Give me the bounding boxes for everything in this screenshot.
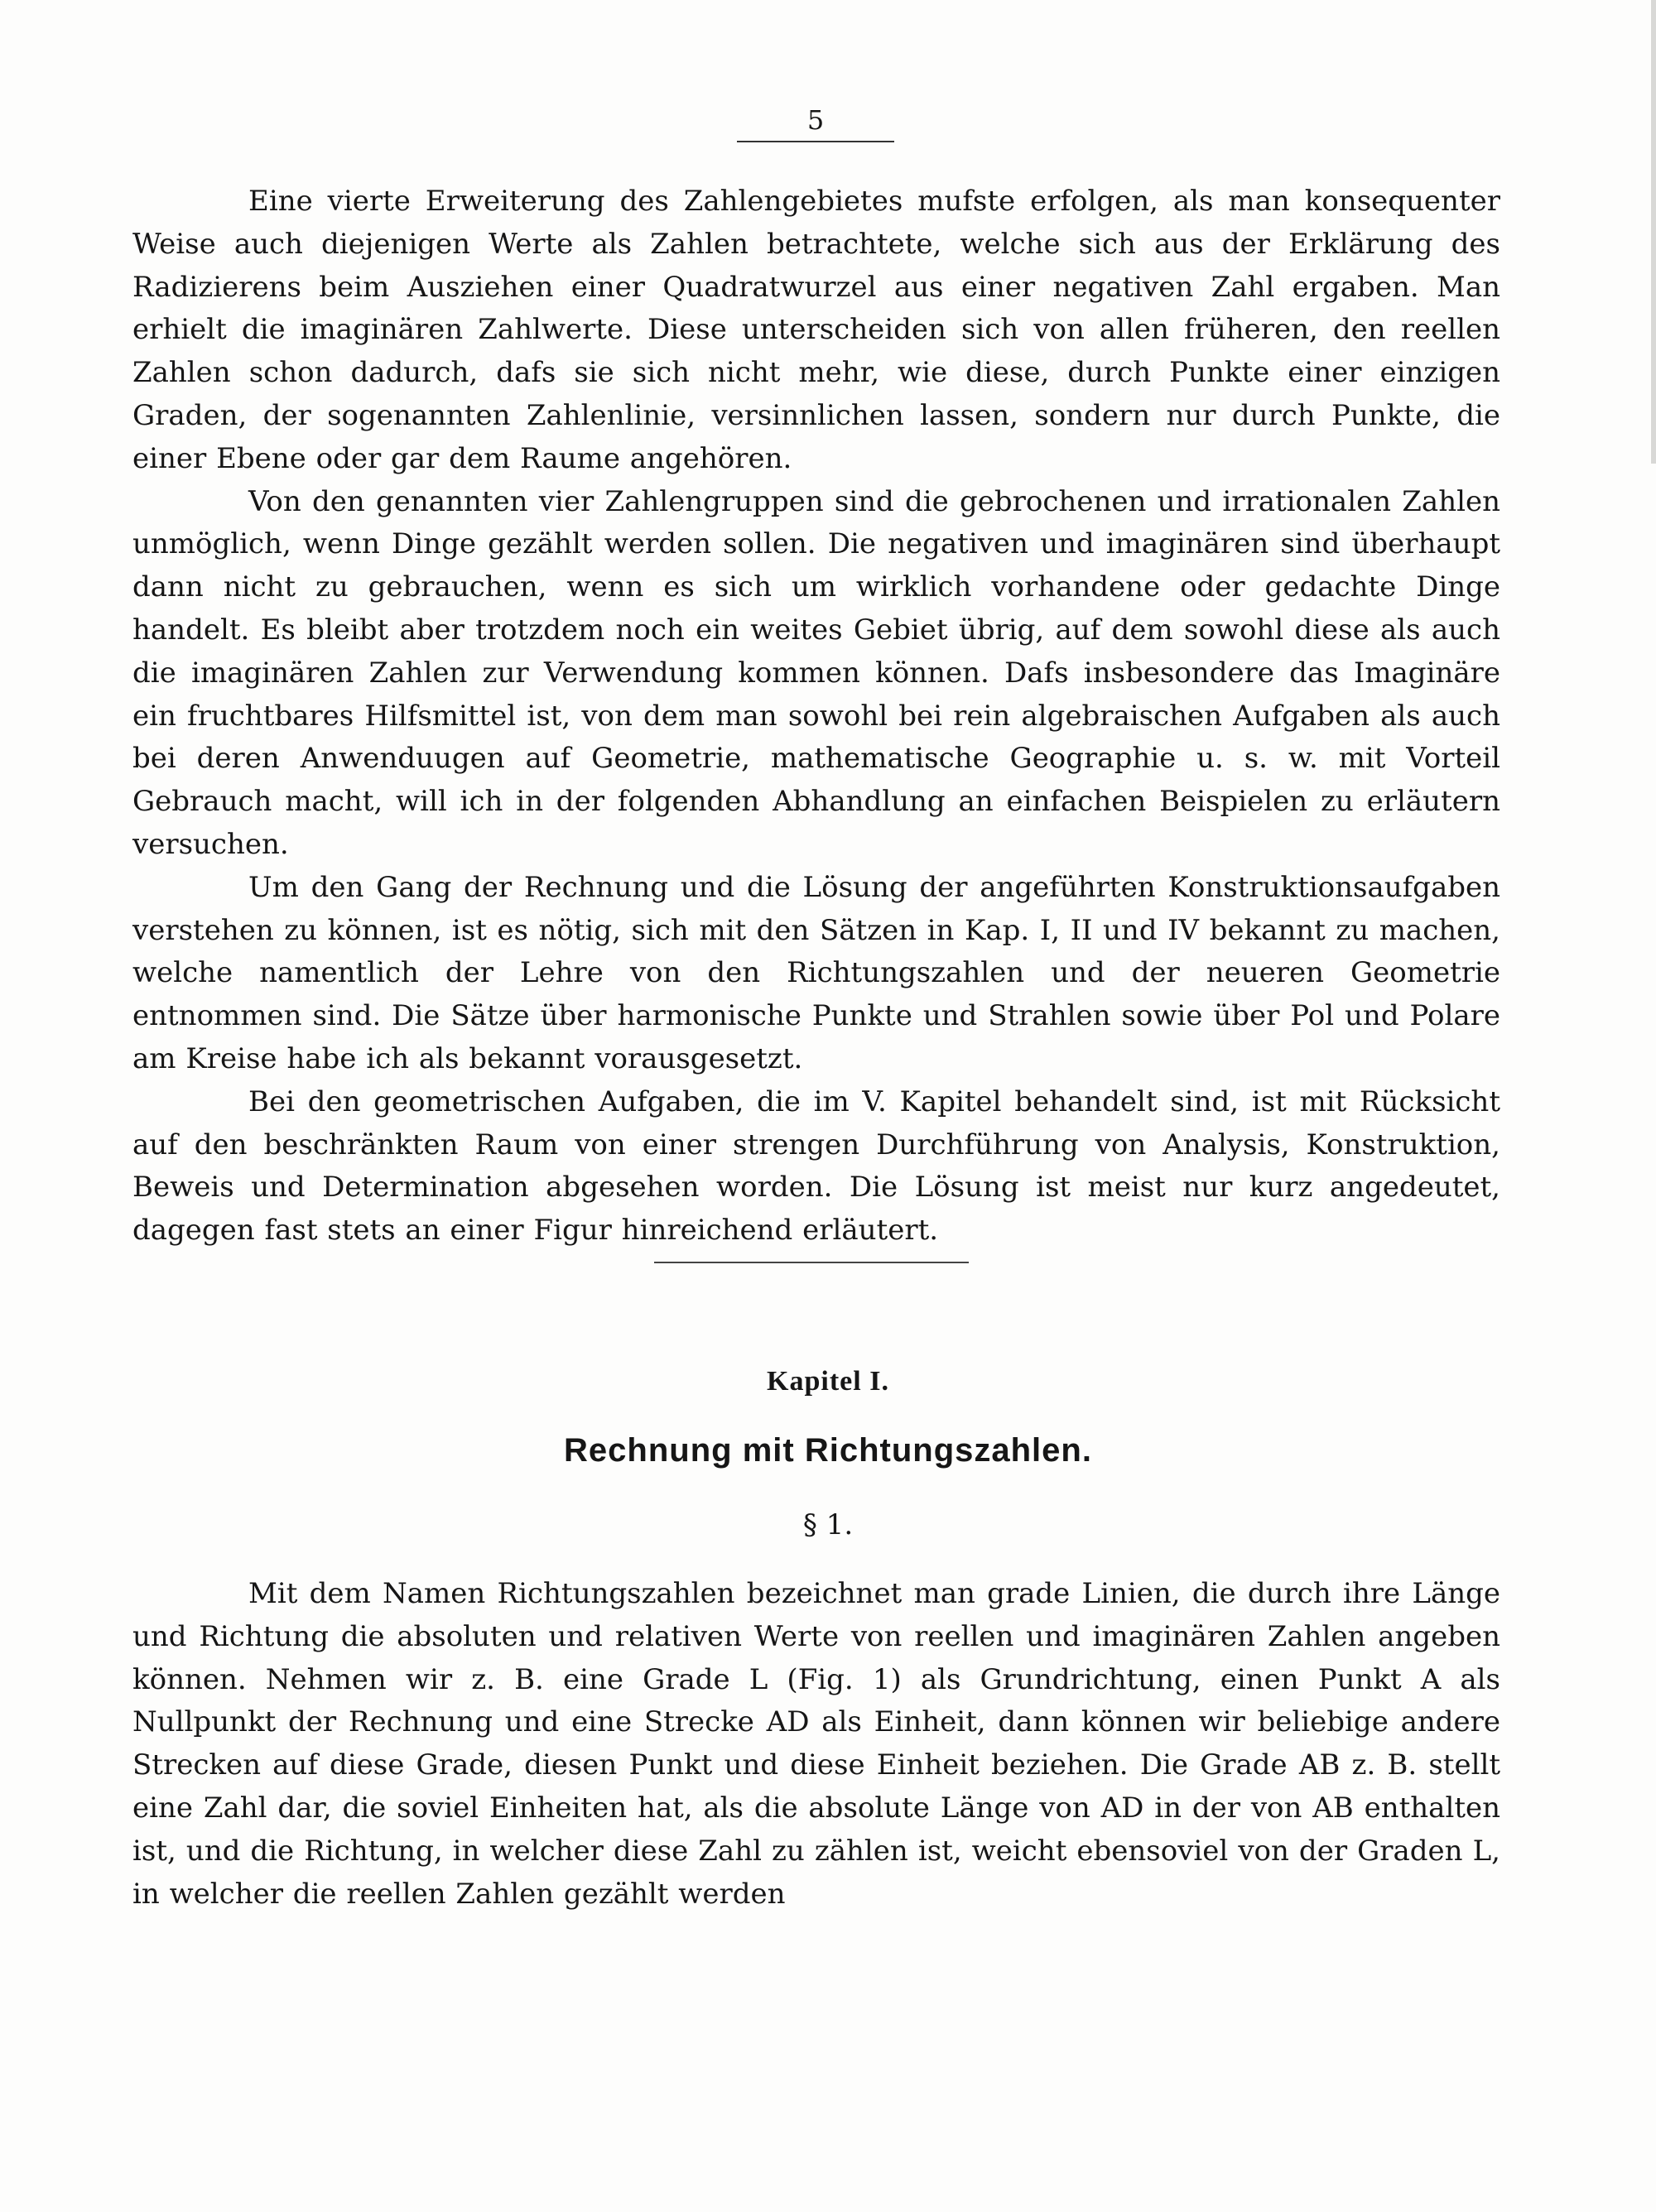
section-divider (654, 1262, 969, 1263)
chapter-text-block (132, 1573, 1500, 1916)
page-number: 5 (806, 104, 825, 136)
intro-text-block (132, 180, 1500, 1253)
paragraph-imaginary-numbers: Eine vierte Erweiterung des Zahlengebietes mufste erfolgen, als man konsequenter Weise auch diejenigen Werte als Zahlen betrachtete, welche sich aus der Erklärung des Radizierens beim Ausziehen einer Quadratwurzel aus einer negativen Zahl ergaben. Man erhielt die imaginären Zahlwerte. Diese unterscheiden sich von allen früheren, den reellen Zahlen schon dadurch, dafs sie sich nicht mehr, wie diese, durch Punkte einer einzigen Graden, der sogenannten Zahlenlinie, versinnlichen lassen, sondern nur durch Punkte, die einer Ebene oder gar dem Raume angehören. (132, 185, 1500, 475)
paragraph-calculation-course: Um den Gang der Rechnung und die Lösung der angeführten Konstruktionsaufgaben verstehen zu können, ist es nötig, sich mit den Sätzen in Kap. I, II und IV bekannt zu machen, welche namentlich der Lehre von den Richtungszahlen und der neueren Geometrie entnommen sind. Die Sätze über harmonische Punkte und Strahlen sowie über Pol und Polare am Kreise habe ich als bekannt vorausgesetzt. (132, 870, 1500, 1075)
page-edge-shadow (1651, 0, 1656, 464)
paragraph-number-groups: Von den genannten vier Zahlengruppen sind die gebrochenen und irrationalen Zahlen unmöglich, wenn Dinge gezählt werden sollen. Die negativen und imaginären sind überhaupt dann nicht zu gebrauchen, wenn es sich um wirklich vorhandene oder gedachte Dinge handelt. Es bleibt aber trotzdem noch ein weites Gebiet übrig, auf dem sowohl diese als auch die imaginären Zahlen zur Verwendung kommen können. Dafs insbesondere das Imaginäre ein fruchtbares Hilfsmittel ist, von dem man sowohl bei rein algebraischen Aufgaben als auch bei deren Anwenduugen auf Geometrie, mathematische Geographie u. s. w. mit Vorteil Gebrauch macht, will ich in der folgenden Abhandlung an einfachen Beispielen zu erläutern versuchen. (132, 484, 1500, 861)
chapter-title: Rechnung mit Richtungszahlen. (564, 1432, 1092, 1469)
paragraph-direction-numbers: Mit dem Namen Richtungszahlen bezeichnet man grade Linien, die durch ihre Länge und Richtung die absoluten und relativen Werte von reellen und imaginären Zahlen angeben können. Nehmen wir z. B. eine Grade L (Fig. 1) als Grundrichtung, einen Punkt A als Nullpunkt der Rechnung und eine Strecke AD als Einheit, dann können wir beliebige andere Strecken auf diese Grade, diesen Punkt und diese Einheit beziehen. Die Grade AB z. B. stellt eine Zahl dar, die soviel Einheiten hat, als die absolute Länge von AD in der von AB enthalten ist, und die Richtung, in welcher diese Zahl zu zählen ist, weicht ebensoviel von der Graden L, in welcher die reellen Zahlen gezählt werden (132, 1577, 1500, 1911)
section-label: § 1. (802, 1508, 854, 1541)
header-rule (737, 141, 894, 142)
paragraph-geometric-tasks: Bei den geometrischen Aufgaben, die im V. Kapitel behandelt sind, ist mit Rücksicht auf den beschränkten Raum von einer strengen Durchführung von Analysis, Konstruktion, Beweis und Determination abgesehen worden. Die Lösung ist meist nur kurz angedeutet, dagegen fast stets an einer Figur hinreichend erläutert. (132, 1084, 1500, 1248)
chapter-label: Kapitel I. (767, 1366, 889, 1397)
